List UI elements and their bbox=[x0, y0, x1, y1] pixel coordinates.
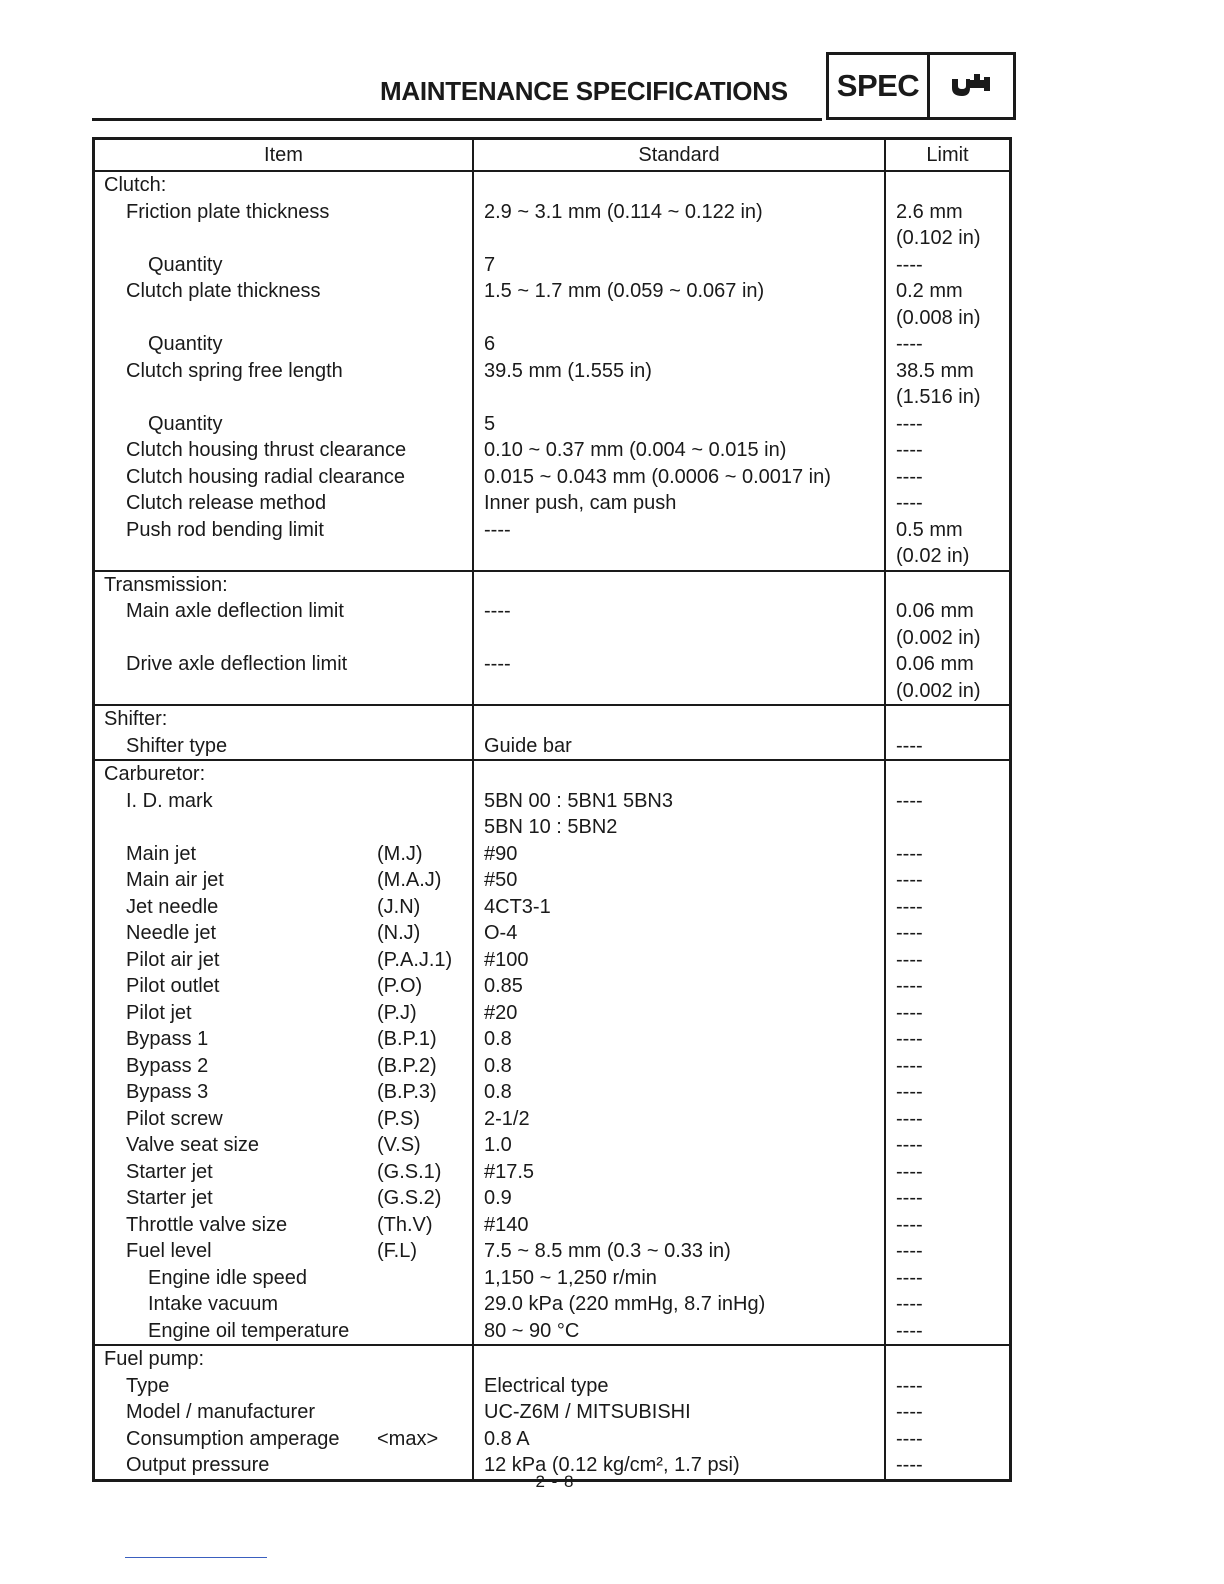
limit-value: ---- bbox=[896, 1081, 923, 1103]
item-cell bbox=[95, 358, 472, 411]
standard-cell bbox=[472, 1265, 884, 1292]
standard-value: Inner push, cam push bbox=[484, 492, 677, 514]
standard-value: #17.5 bbox=[484, 1160, 535, 1183]
standard-cell bbox=[472, 867, 884, 894]
section-title: Carburetor: bbox=[95, 759, 472, 788]
item-cell bbox=[95, 920, 472, 947]
limit-value: ---- bbox=[896, 1319, 923, 1342]
limit-cell bbox=[884, 1291, 1009, 1318]
item-label: Model / manufacturer bbox=[126, 1401, 315, 1423]
item-label: Quantity bbox=[148, 333, 223, 355]
item-label: Engine oil temperature bbox=[148, 1319, 350, 1342]
limit-value: ---- bbox=[896, 1427, 923, 1450]
limit-cell bbox=[884, 651, 1009, 704]
limit-value: ---- bbox=[896, 1266, 923, 1289]
standard-value bbox=[484, 225, 884, 252]
item-abbreviation: <max> bbox=[377, 1427, 439, 1450]
standard-value: 1.5 ~ 1.7 mm (0.059 ~ 0.067 in) bbox=[484, 280, 765, 302]
limit-cell bbox=[884, 252, 1009, 279]
limit-value: ---- bbox=[896, 1160, 923, 1183]
item-label: Bypass 1 bbox=[126, 1028, 209, 1050]
limit-cell bbox=[884, 490, 1009, 517]
standard-cell bbox=[472, 490, 884, 517]
limit-cell bbox=[884, 788, 1009, 841]
item-label: Clutch plate thickness bbox=[126, 280, 321, 302]
limit-value: ---- bbox=[896, 439, 923, 461]
item-cell bbox=[95, 1079, 472, 1106]
spec-badge bbox=[826, 52, 1016, 120]
section-title: Shifter: bbox=[95, 704, 472, 733]
item-label: Clutch release method bbox=[126, 492, 327, 514]
section-title-standard-blank bbox=[472, 570, 884, 599]
item-label: Quantity bbox=[148, 253, 223, 276]
item-label: Engine idle speed bbox=[148, 1266, 308, 1289]
standard-cell bbox=[472, 598, 884, 651]
standard-value: 1,150 ~ 1,250 r/min bbox=[484, 1266, 657, 1289]
item-label: Pilot jet bbox=[126, 1001, 192, 1024]
page-number: 2 - 8 bbox=[535, 1472, 575, 1491]
standard-value: 80 ~ 90 °C bbox=[484, 1319, 580, 1342]
item-cell bbox=[95, 1106, 472, 1133]
standard-value: 0.85 bbox=[484, 975, 523, 997]
standard-cell bbox=[472, 1053, 884, 1080]
item-cell bbox=[95, 1318, 472, 1345]
standard-value: O-4 bbox=[484, 922, 518, 944]
item-label: Clutch spring free length bbox=[126, 359, 343, 382]
standard-cell bbox=[472, 788, 884, 841]
wrench-icon-svg bbox=[944, 69, 1000, 103]
standard-cell bbox=[472, 1212, 884, 1239]
limit-value: ---- bbox=[896, 412, 923, 435]
item-abbreviation: (P.J) bbox=[377, 1001, 417, 1024]
limit-cell bbox=[884, 947, 1009, 974]
limit-value: (0.002 in) bbox=[896, 626, 981, 649]
column-header-standard: Standard bbox=[472, 140, 884, 172]
standard-value: 0.10 ~ 0.37 mm (0.004 ~ 0.015 in) bbox=[484, 439, 787, 461]
limit-cell bbox=[884, 894, 1009, 921]
item-cell bbox=[95, 1132, 472, 1159]
item-abbreviation: (J.N) bbox=[377, 895, 421, 918]
section-title-limit-blank bbox=[884, 570, 1009, 599]
standard-cell bbox=[472, 252, 884, 279]
limit-cell bbox=[884, 1026, 1009, 1053]
footer-line bbox=[125, 1557, 267, 1558]
limit-cell bbox=[884, 1053, 1009, 1080]
spec-table bbox=[92, 137, 1012, 1482]
limit-value: (0.002 in) bbox=[896, 679, 981, 702]
standard-cell bbox=[472, 278, 884, 331]
standard-value: #50 bbox=[484, 869, 518, 891]
limit-cell bbox=[884, 1238, 1009, 1265]
limit-cell bbox=[884, 278, 1009, 331]
standard-cell bbox=[472, 1399, 884, 1426]
item-cell bbox=[95, 733, 472, 760]
standard-cell bbox=[472, 199, 884, 252]
standard-cell bbox=[472, 1000, 884, 1027]
section-title-standard-blank bbox=[472, 172, 884, 199]
standard-value: 5 bbox=[484, 412, 496, 435]
item-cell bbox=[95, 1000, 472, 1027]
limit-value: ---- bbox=[896, 1240, 923, 1262]
item-cell bbox=[95, 788, 472, 841]
item-label: Bypass 2 bbox=[126, 1054, 209, 1077]
item-label: Needle jet bbox=[126, 922, 217, 944]
limit-value: ---- bbox=[896, 895, 923, 918]
limit-cell bbox=[884, 517, 1009, 570]
standard-value: 0.9 bbox=[484, 1187, 512, 1209]
limit-value: ---- bbox=[896, 333, 923, 355]
item-cell bbox=[95, 437, 472, 464]
item-label: Shifter type bbox=[126, 734, 228, 757]
standard-value: #100 bbox=[484, 948, 529, 971]
standard-cell bbox=[472, 947, 884, 974]
standard-value: #90 bbox=[484, 842, 518, 865]
item-cell bbox=[95, 894, 472, 921]
limit-cell bbox=[884, 973, 1009, 1000]
standard-value: 2.9 ~ 3.1 mm (0.114 ~ 0.122 in) bbox=[484, 200, 763, 223]
standard-cell bbox=[472, 1079, 884, 1106]
standard-cell bbox=[472, 1132, 884, 1159]
item-abbreviation: (F.L) bbox=[377, 1240, 417, 1262]
limit-value: ---- bbox=[896, 922, 923, 944]
limit-value: ---- bbox=[896, 1187, 923, 1209]
item-label: Clutch housing thrust clearance bbox=[126, 439, 407, 461]
item-cell bbox=[95, 1426, 472, 1453]
item-cell bbox=[95, 252, 472, 279]
limit-value: 38.5 mm bbox=[896, 359, 974, 382]
limit-value: ---- bbox=[896, 1134, 923, 1156]
section-title-limit-blank bbox=[884, 172, 1009, 199]
item-label: Consumption amperage bbox=[126, 1427, 340, 1450]
standard-value: 0.8 bbox=[484, 1081, 512, 1103]
item-label: I. D. mark bbox=[126, 789, 213, 812]
item-cell bbox=[95, 1291, 472, 1318]
standard-value: 1.0 bbox=[484, 1134, 512, 1156]
item-cell bbox=[95, 1026, 472, 1053]
limit-cell bbox=[884, 1265, 1009, 1292]
item-label: Main jet bbox=[126, 842, 197, 865]
item-cell bbox=[95, 1265, 472, 1292]
limit-cell bbox=[884, 1426, 1009, 1453]
standard-cell bbox=[472, 1373, 884, 1400]
limit-cell bbox=[884, 1000, 1009, 1027]
standard-cell bbox=[472, 1159, 884, 1186]
limit-value: (0.02 in) bbox=[896, 545, 970, 567]
standard-value: #20 bbox=[484, 1001, 518, 1024]
item-cell bbox=[95, 517, 472, 570]
limit-cell bbox=[884, 841, 1009, 868]
limit-cell bbox=[884, 1212, 1009, 1239]
section-title-standard-blank bbox=[472, 759, 884, 788]
limit-value: ---- bbox=[896, 1001, 923, 1024]
limit-cell bbox=[884, 358, 1009, 411]
item-label: Pilot air jet bbox=[126, 948, 220, 971]
column-header-limit: Limit bbox=[884, 140, 1009, 172]
item-cell bbox=[95, 867, 472, 894]
standard-value: 5BN 00 : 5BN1 5BN3 bbox=[484, 789, 673, 812]
limit-cell bbox=[884, 199, 1009, 252]
standard-value: 5BN 10 : 5BN2 bbox=[484, 816, 618, 838]
standard-value: ---- bbox=[484, 600, 511, 622]
item-label: Intake vacuum bbox=[148, 1293, 279, 1315]
standard-value: #140 bbox=[484, 1213, 529, 1236]
limit-cell bbox=[884, 1106, 1009, 1133]
limit-value: ---- bbox=[896, 1401, 923, 1423]
header-rule bbox=[92, 118, 822, 121]
limit-value: ---- bbox=[896, 1213, 923, 1236]
standard-cell bbox=[472, 437, 884, 464]
item-abbreviation: (P.S) bbox=[377, 1107, 420, 1130]
limit-value: 0.5 mm bbox=[896, 518, 963, 541]
standard-cell bbox=[472, 1106, 884, 1133]
standard-value: ---- bbox=[484, 653, 511, 675]
item-cell bbox=[95, 1185, 472, 1212]
limit-value: (1.516 in) bbox=[896, 386, 981, 408]
limit-value: ---- bbox=[896, 1107, 923, 1130]
standard-value: 7.5 ~ 8.5 mm (0.3 ~ 0.33 in) bbox=[484, 1240, 731, 1262]
wrench-icon bbox=[930, 55, 1013, 117]
item-cell bbox=[95, 411, 472, 438]
standard-cell bbox=[472, 358, 884, 411]
limit-value: ---- bbox=[896, 948, 923, 971]
item-cell bbox=[95, 1373, 472, 1400]
item-label: Throttle valve size bbox=[126, 1213, 288, 1236]
column-header-item: Item bbox=[95, 140, 472, 172]
standard-value: 0.8 bbox=[484, 1028, 512, 1050]
item-label: Output pressure bbox=[126, 1454, 270, 1476]
standard-value: 12 kPa (0.12 kg/cm², 1.7 psi) bbox=[484, 1454, 740, 1476]
limit-cell bbox=[884, 411, 1009, 438]
limit-cell bbox=[884, 1079, 1009, 1106]
standard-value: 2-1/2 bbox=[484, 1107, 530, 1130]
item-cell bbox=[95, 1053, 472, 1080]
item-cell bbox=[95, 598, 472, 651]
item-label: Type bbox=[126, 1374, 170, 1397]
standard-cell bbox=[472, 517, 884, 570]
item-abbreviation: (M.A.J) bbox=[377, 869, 442, 891]
section-title-limit-blank bbox=[884, 1344, 1009, 1373]
limit-value: (0.008 in) bbox=[896, 306, 981, 329]
standard-value: Guide bar bbox=[484, 734, 572, 757]
item-abbreviation: (M.J) bbox=[377, 842, 423, 865]
standard-value: 7 bbox=[484, 253, 496, 276]
standard-cell bbox=[472, 733, 884, 760]
item-cell bbox=[95, 278, 472, 331]
item-label: Main air jet bbox=[126, 869, 224, 891]
item-cell bbox=[95, 973, 472, 1000]
item-abbreviation: (G.S.2) bbox=[377, 1187, 442, 1209]
item-label: Quantity bbox=[148, 412, 223, 435]
item-abbreviation: (B.P.1) bbox=[377, 1028, 437, 1050]
section-title-limit-blank bbox=[884, 759, 1009, 788]
limit-value: ---- bbox=[896, 842, 923, 865]
limit-value: ---- bbox=[896, 975, 923, 997]
item-label: Pilot outlet bbox=[126, 975, 220, 997]
item-label: Bypass 3 bbox=[126, 1081, 209, 1103]
item-cell bbox=[95, 841, 472, 868]
limit-cell bbox=[884, 1373, 1009, 1400]
standard-value: 0.8 bbox=[484, 1054, 512, 1077]
item-abbreviation: (N.J) bbox=[377, 922, 421, 944]
standard-cell bbox=[472, 841, 884, 868]
limit-cell bbox=[884, 1185, 1009, 1212]
standard-cell bbox=[472, 331, 884, 358]
item-label: Clutch housing radial clearance bbox=[126, 465, 406, 488]
standard-cell bbox=[472, 1291, 884, 1318]
item-abbreviation: (P.O) bbox=[377, 975, 423, 997]
item-label: Main axle deflection limit bbox=[126, 600, 344, 622]
limit-value: 2.6 mm bbox=[896, 200, 963, 223]
limit-value: ---- bbox=[896, 1454, 923, 1476]
standard-cell bbox=[472, 1185, 884, 1212]
item-cell bbox=[95, 651, 472, 704]
item-cell bbox=[95, 1159, 472, 1186]
limit-cell bbox=[884, 733, 1009, 760]
standard-value: 39.5 mm (1.555 in) bbox=[484, 359, 652, 382]
item-cell bbox=[95, 1212, 472, 1239]
standard-cell bbox=[472, 1238, 884, 1265]
standard-cell bbox=[472, 920, 884, 947]
limit-cell bbox=[884, 1132, 1009, 1159]
standard-value: UC-Z6M / MITSUBISHI bbox=[484, 1401, 691, 1423]
limit-value: ---- bbox=[896, 1028, 923, 1050]
limit-value: (0.102 in) bbox=[896, 227, 981, 249]
limit-cell bbox=[884, 867, 1009, 894]
standard-value: 29.0 kPa (220 mmHg, 8.7 inHg) bbox=[484, 1293, 766, 1315]
limit-value: ---- bbox=[896, 1374, 923, 1397]
item-cell bbox=[95, 464, 472, 491]
standard-cell bbox=[472, 1318, 884, 1345]
limit-cell bbox=[884, 598, 1009, 651]
standard-value bbox=[484, 625, 884, 652]
standard-cell bbox=[472, 651, 884, 704]
item-cell bbox=[95, 199, 472, 252]
page-title: MAINTENANCE SPECIFICATIONS bbox=[380, 76, 788, 106]
standard-value: ---- bbox=[484, 518, 511, 541]
limit-cell bbox=[884, 1159, 1009, 1186]
item-cell bbox=[95, 1399, 472, 1426]
limit-value: ---- bbox=[896, 253, 923, 276]
item-cell bbox=[95, 947, 472, 974]
standard-value bbox=[484, 543, 884, 570]
standard-value: Electrical type bbox=[484, 1374, 609, 1397]
standard-value: 6 bbox=[484, 333, 496, 355]
limit-value: ---- bbox=[896, 869, 923, 891]
standard-value bbox=[484, 384, 884, 411]
item-label: Jet needle bbox=[126, 895, 219, 918]
standard-cell bbox=[472, 973, 884, 1000]
item-label: Pilot screw bbox=[126, 1107, 223, 1130]
item-label: Push rod bending limit bbox=[126, 518, 324, 541]
standard-value: 0.015 ~ 0.043 mm (0.0006 ~ 0.0017 in) bbox=[484, 465, 831, 488]
limit-cell bbox=[884, 1318, 1009, 1345]
item-abbreviation: (B.P.2) bbox=[377, 1054, 437, 1077]
limit-cell bbox=[884, 1399, 1009, 1426]
standard-value bbox=[484, 678, 884, 705]
limit-value: 0.06 mm bbox=[896, 653, 974, 675]
limit-cell bbox=[884, 464, 1009, 491]
limit-value: ---- bbox=[896, 465, 923, 488]
item-abbreviation: (G.S.1) bbox=[377, 1160, 442, 1183]
limit-value: ---- bbox=[896, 492, 923, 514]
spec-badge-label: SPEC bbox=[829, 55, 930, 117]
item-label: Valve seat size bbox=[126, 1134, 260, 1156]
limit-value bbox=[896, 814, 1009, 841]
item-label: Friction plate thickness bbox=[126, 200, 330, 223]
item-cell bbox=[95, 490, 472, 517]
item-abbreviation: (V.S) bbox=[377, 1134, 421, 1156]
item-abbreviation: (P.A.J.1) bbox=[377, 948, 453, 971]
standard-cell bbox=[472, 464, 884, 491]
standard-value: 4CT3-1 bbox=[484, 895, 551, 918]
item-label: Drive axle deflection limit bbox=[126, 653, 348, 675]
item-label: Starter jet bbox=[126, 1160, 213, 1183]
limit-cell bbox=[884, 437, 1009, 464]
standard-value bbox=[484, 305, 884, 332]
item-label: Fuel level bbox=[126, 1240, 212, 1262]
limit-cell bbox=[884, 920, 1009, 947]
limit-value: ---- bbox=[896, 1293, 923, 1315]
limit-value: ---- bbox=[896, 1054, 923, 1077]
limit-value: 0.06 mm bbox=[896, 600, 974, 622]
standard-cell bbox=[472, 1426, 884, 1453]
section-title: Fuel pump: bbox=[95, 1344, 472, 1373]
section-title: Clutch: bbox=[104, 174, 167, 196]
standard-cell bbox=[472, 1026, 884, 1053]
standard-cell bbox=[472, 411, 884, 438]
section-title-standard-blank bbox=[472, 1344, 884, 1373]
limit-value: 0.2 mm bbox=[896, 280, 963, 302]
item-abbreviation: (Th.V) bbox=[377, 1213, 433, 1236]
limit-cell bbox=[884, 331, 1009, 358]
item-label: Starter jet bbox=[126, 1187, 213, 1209]
item-abbreviation: (B.P.3) bbox=[377, 1081, 437, 1103]
section-title-limit-blank bbox=[884, 704, 1009, 733]
item-cell bbox=[95, 1238, 472, 1265]
limit-value: ---- bbox=[896, 734, 923, 757]
section-title-standard-blank bbox=[472, 704, 884, 733]
section-title: Transmission: bbox=[95, 570, 472, 599]
item-cell bbox=[95, 331, 472, 358]
limit-value: ---- bbox=[896, 789, 923, 812]
standard-cell bbox=[472, 894, 884, 921]
standard-value: 0.8 A bbox=[484, 1427, 530, 1450]
